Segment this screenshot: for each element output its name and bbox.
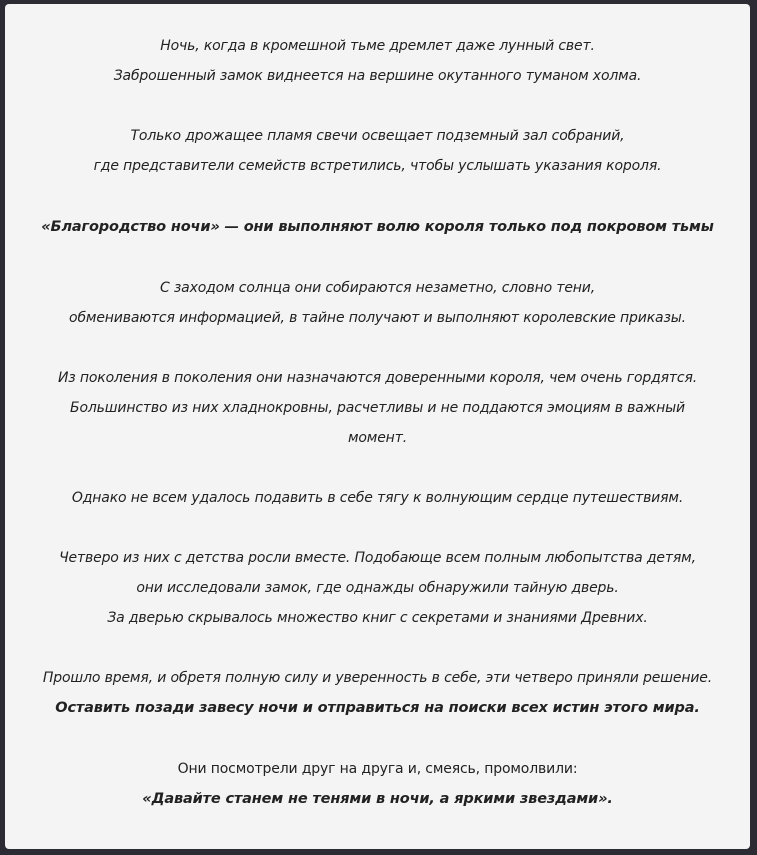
story-line: Из поколения в поколения они назначаются доверенными короля, чем очень гордятся. — [57, 370, 698, 386]
story-line: Они посмотрели друг на друга и, смеясь, промолвили: — [177, 761, 578, 777]
story-line: Прошло время, и обретя полную силу и уверенность в себе, эти четверо приняли решение. — [42, 670, 713, 686]
story-line: Ночь, когда в кромешной тьме дремлет даже лунный свет. — [160, 38, 595, 54]
story-line: они исследовали замок, где однажды обнаружили тайную дверь. — [136, 580, 619, 596]
story-line: За дверью скрывалось множество книг с секретами и знаниями Древних. — [107, 610, 648, 626]
story-line: где представители семейств встретились, чтобы услышать указания короля. — [93, 158, 662, 174]
story-line: Однако не всем удалось подавить в себе тягу к волнующим сердце путешествиям. — [71, 490, 684, 506]
story-line: Заброшенный замок виднеется на вершине окутанного туманом холма. — [113, 68, 642, 84]
story-line: Только дрожащее пламя свечи освещает подземный зал собраний, — [130, 128, 625, 144]
story-quote: «Давайте станем не тенями в ночи, а яркими звездами». — [142, 791, 613, 807]
story-headline: «Благородство ночи» — они выполняют волю короля только под покровом тьмы — [41, 219, 714, 235]
story-line: обмениваются информацией, в тайне получают и выполняют королевские приказы. — [69, 310, 686, 326]
story-line: Большинство из них хладнокровны, расчетливы и не поддаются эмоциям в важный момент. — [69, 400, 686, 446]
story-line: Четверо из них с детства росли вместе. Подобающе всем полным любопытства детям, — [59, 550, 696, 566]
story-card — [5, 4, 750, 849]
story-line: С заходом солнца они собираются незаметно, словно тени, — [159, 280, 596, 296]
story-decision: Оставить позади завесу ночи и отправиться на поиски всех истин этого мира. — [55, 700, 700, 716]
